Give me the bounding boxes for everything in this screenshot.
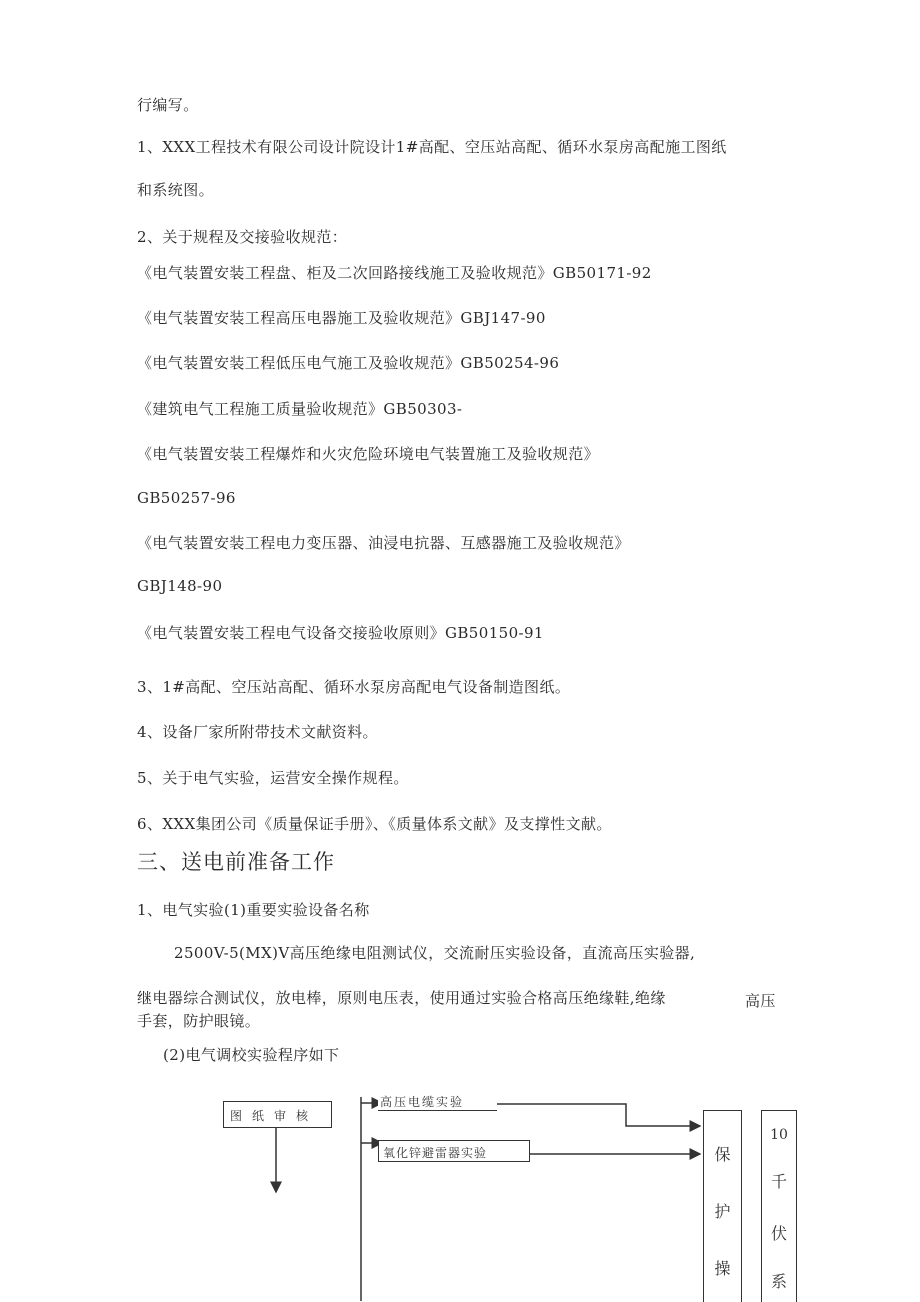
equipment-list-line-2: 继电器综合测试仪，放电棒，原则电压表，使用通过实验合格高压绝缘鞋,绝缘 [137,989,666,1007]
standard-6: 《电气装置安装工程电力变压器、油浸电抗器、互感器施工及验收规范》 [137,534,630,552]
section-item-1: 1、电气实验(1)重要实验设备名称 [137,901,370,919]
para-item-6: 6、XXX集团公司《质量保证手册》、《质量体系文献》及支撑性文献。 [137,815,612,833]
flow-box-drawing-review [223,1101,332,1128]
standard-6-code: GBJ148-90 [137,577,223,595]
equipment-list-line-3: 手套，防护眼镜。 [137,1012,261,1030]
flow-box-protection-char-2: 护 [714,1202,731,1221]
procedure-intro: (2)电气调校实验程序如下 [163,1046,340,1064]
standard-1: 《电气装置安装工程盘、柜及二次回路接线施工及验收规范》GB50171-92 [137,264,652,282]
para-continuation: 行编写。 [137,96,199,114]
para-item-1-cont: 和系统图。 [137,181,215,199]
para-item-1: 1、XXX工程技术有限公司设计院设计1#高配、空压站高配、循环水泵房高配施工图纸 [137,138,727,156]
para-item-4: 4、设备厂家所附带技术文献资料。 [137,723,378,741]
flow-box-protection-char-3: 操 [714,1259,731,1278]
standard-3: 《电气装置安装工程低压电气施工及验收规范》GB50254-96 [137,354,560,372]
standard-2: 《电气装置安装工程高压电器施工及验收规范》GBJ147-90 [137,309,546,327]
flow-box-10kv-char-3: 伏 [770,1224,787,1243]
flow-box-protection [703,1110,742,1302]
standard-5-code: GB50257-96 [137,489,236,507]
flow-box-drawing-review-label: 图纸审核 [230,1109,319,1123]
flow-box-10kv-char-1: 10 [770,1127,788,1143]
section-heading: 三、送电前准备工作 [137,850,335,874]
flow-box-arrester-test-label: 氧化锌避雷器实验 [383,1146,488,1160]
flow-box-cable-test-label: 高压电缆实验 [380,1095,465,1109]
standard-4: 《建筑电气工程施工质量验收规范》GB50303- [137,400,463,418]
para-item-3: 3、1#高配、空压站高配、循环水泵房高配电气设备制造图纸。 [137,678,571,696]
flow-box-10kv-system [761,1110,797,1302]
para-item-2: 2、关于规程及交接验收规范： [137,228,348,246]
equipment-list-side-text: 高压 [745,992,776,1010]
equipment-list-line-1: 2500V-5(MX)V高压绝缘电阻测试仪，交流耐压实验设备，直流高压实验器, [174,944,696,962]
flow-box-protection-char-1: 保 [714,1145,731,1164]
flow-box-cable-test [378,1096,497,1111]
para-item-5: 5、关于电气实验，运营安全操作规程。 [137,769,409,787]
standard-5: 《电气装置安装工程爆炸和火灾危险环境电气装置施工及验收规范》 [137,445,600,463]
flow-box-arrester-test [378,1140,530,1162]
standard-7: 《电气装置安装工程电气设备交接验收原则》GB50150-91 [137,624,544,642]
flow-box-10kv-char-4: 系 [770,1272,787,1291]
cable-to-protect-arrow [497,1104,700,1126]
flow-box-10kv-char-2: 千 [770,1172,787,1191]
